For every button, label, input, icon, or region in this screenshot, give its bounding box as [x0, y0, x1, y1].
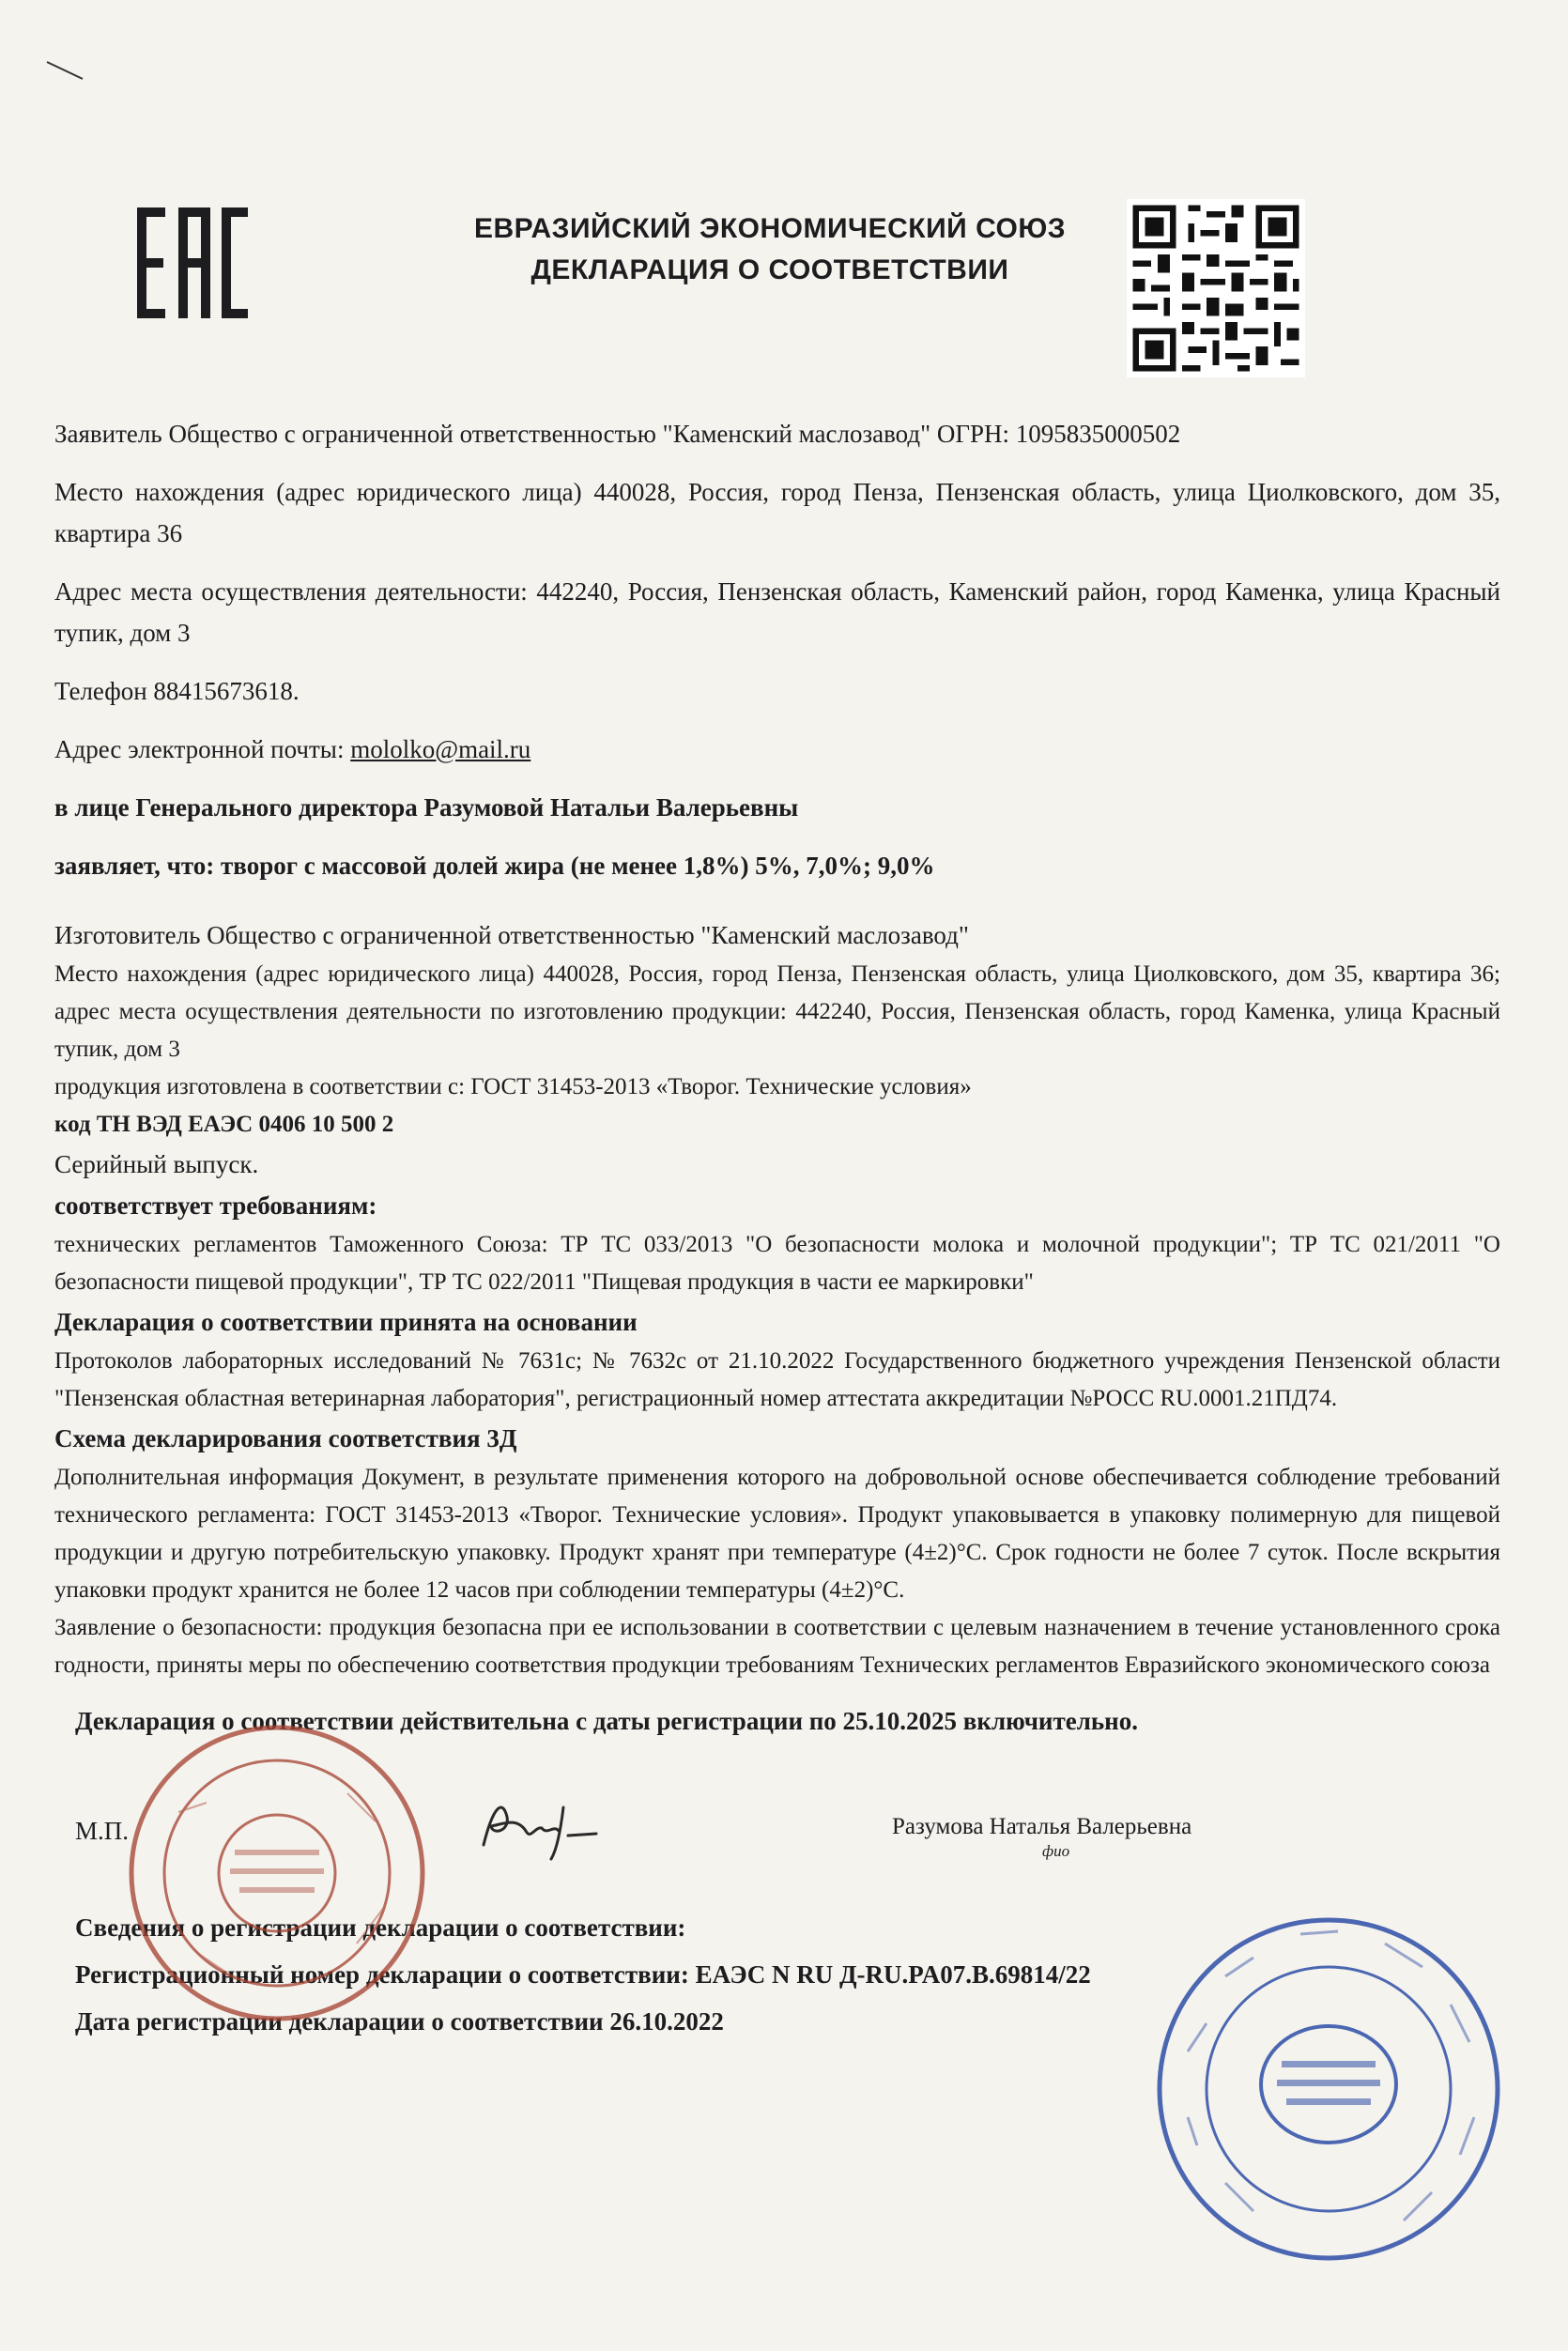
seal-place-label: М.П.: [75, 1817, 130, 1845]
basis-text: Протоколов лабораторных исследований № 7631с; № 7632с от 21.10.2022 Государственного бюджетного учреждения Пензенской области "Пензенская областная ветеринарная лаборатория", регистрационный номер аттестата аккредитации №РОСС RU.0001.21ПД74.: [54, 1348, 1500, 1411]
document-header: [357, 208, 1183, 291]
registration-heading: Сведения о регистрации декларации о соответствии:: [75, 1913, 686, 1942]
manufacturer-standard: продукция изготовлена в соответствии с: ГОСТ 31453-2013 «Творог. Технические условия»: [54, 1074, 972, 1099]
header-title: ДЕКЛАРАЦИЯ О СООТВЕТСТВИИ: [530, 254, 1009, 285]
applicant-legal-address: Место нахождения (адрес юридического лица) 440028, Россия, город Пенза, Пензенская область, улица Циолковского, дом 35, квартира 36: [54, 478, 1500, 547]
manufacturer-serial: Серийный выпуск.: [54, 1150, 259, 1178]
validity-line: Декларация о соответствии действительна с даты регистрации по 25.10.2025 включительно.: [75, 1707, 1138, 1735]
qr-code-icon[interactable]: [1127, 199, 1305, 377]
header-union: ЕВРАЗИЙСКИЙ ЭКОНОМИЧЕСКИЙ СОЮЗ: [473, 213, 1067, 244]
eac-logo-icon: [131, 202, 254, 324]
basis-heading: Декларация о соответствии принята на основании: [54, 1308, 638, 1336]
manufacturer-line: Изготовитель Общество с ограниченной ответственностью "Каменский маслозавод": [54, 921, 969, 949]
manufacturer-address: Место нахождения (адрес юридического лица) 440028, Россия, город Пенза, Пензенская область, улица Циолковского, дом 35, квартира 36; адрес места осуществления деятельности по изготовлению продукции: 442240, Россия, Пензенская область, город Каменка, улица Красный тупик, дом 3: [54, 961, 1500, 1062]
email-link[interactable]: mololko@mail.ru: [350, 735, 531, 763]
declaration-body: [54, 413, 1500, 1684]
fio-caption: фио: [1042, 1842, 1070, 1860]
signer-name: Разумова Наталья Валерьевна: [892, 1814, 1192, 1839]
scheme-line: Схема декларирования соответствия 3Д: [54, 1424, 517, 1452]
manufacturer-code: код ТН ВЭД ЕАЭС 0406 10 500 2: [54, 1112, 394, 1137]
applicant-represented-by: в лице Генерального директора Разумовой Натальи Валерьевны: [54, 793, 799, 822]
corner-mark: [45, 58, 101, 86]
compliance-heading: соответствует требованиям:: [54, 1191, 377, 1220]
applicant-phone: Телефон 88415673618.: [54, 677, 300, 705]
applicant-email-row: [54, 729, 1500, 770]
registration-number: Регистрационный номер декларации о соответствии: ЕАЭС N RU Д-RU.PA07.B.69814/22: [75, 1960, 1091, 1989]
lab-seal-icon: [1150, 1911, 1507, 2267]
compliance-text: технических регламентов Таможенного Союза: ТР ТС 033/2013 "О безопасности молока и молочной продукции"; ТР ТС 021/2011 "О безопасности пищевой продукции", ТР ТС 022/2011 "Пищевая продукция в части ее маркировки": [54, 1232, 1500, 1295]
email-label: Адрес электронной почты:: [54, 735, 345, 763]
applicant-activity-address: Адрес места осуществления деятельности: 442240, Россия, Пензенская область, Каменский район, город Каменка, улица Красный тупик, дом 3: [54, 577, 1500, 647]
safety-statement: Заявление о безопасности: продукция безопасна при ее использовании в соответствии с целевым назначением в течение установленного срока годности, приняты меры по обеспечению соответствия продукции требованиям Технических регламентов Евразийского экономического союза: [54, 1615, 1500, 1678]
company-seal-icon: [122, 1718, 432, 2028]
registration-date: Дата регистрации декларации о соответствии 26.10.2022: [75, 2007, 724, 2036]
additional-info: Дополнительная информация Документ, в результате применения которого на добровольной основе обеспечивается соблюдение требований технического регламента: ГОСТ 31453-2013 «Творог. Технические условия». Продукт упаковывается в упаковку полимерную для пищевой продукции и другую потребительскую упаковку. Продукт хранят при температуре (4±2)°С. Срок годности не более 7 суток. После вскрытия упаковки продукт хранится не более 12 часов при соблюдении температуры (4±2)°С.: [54, 1465, 1500, 1603]
signature-icon: [474, 1789, 624, 1864]
applicant-line: Заявитель Общество с ограниченной ответственностью "Каменский маслозавод" ОГРН: 1095835000502: [54, 420, 1181, 448]
applicant-declares: заявляет, что: творог с массовой долей жира (не менее 1,8%) 5%, 7,0%; 9,0%: [54, 852, 935, 880]
